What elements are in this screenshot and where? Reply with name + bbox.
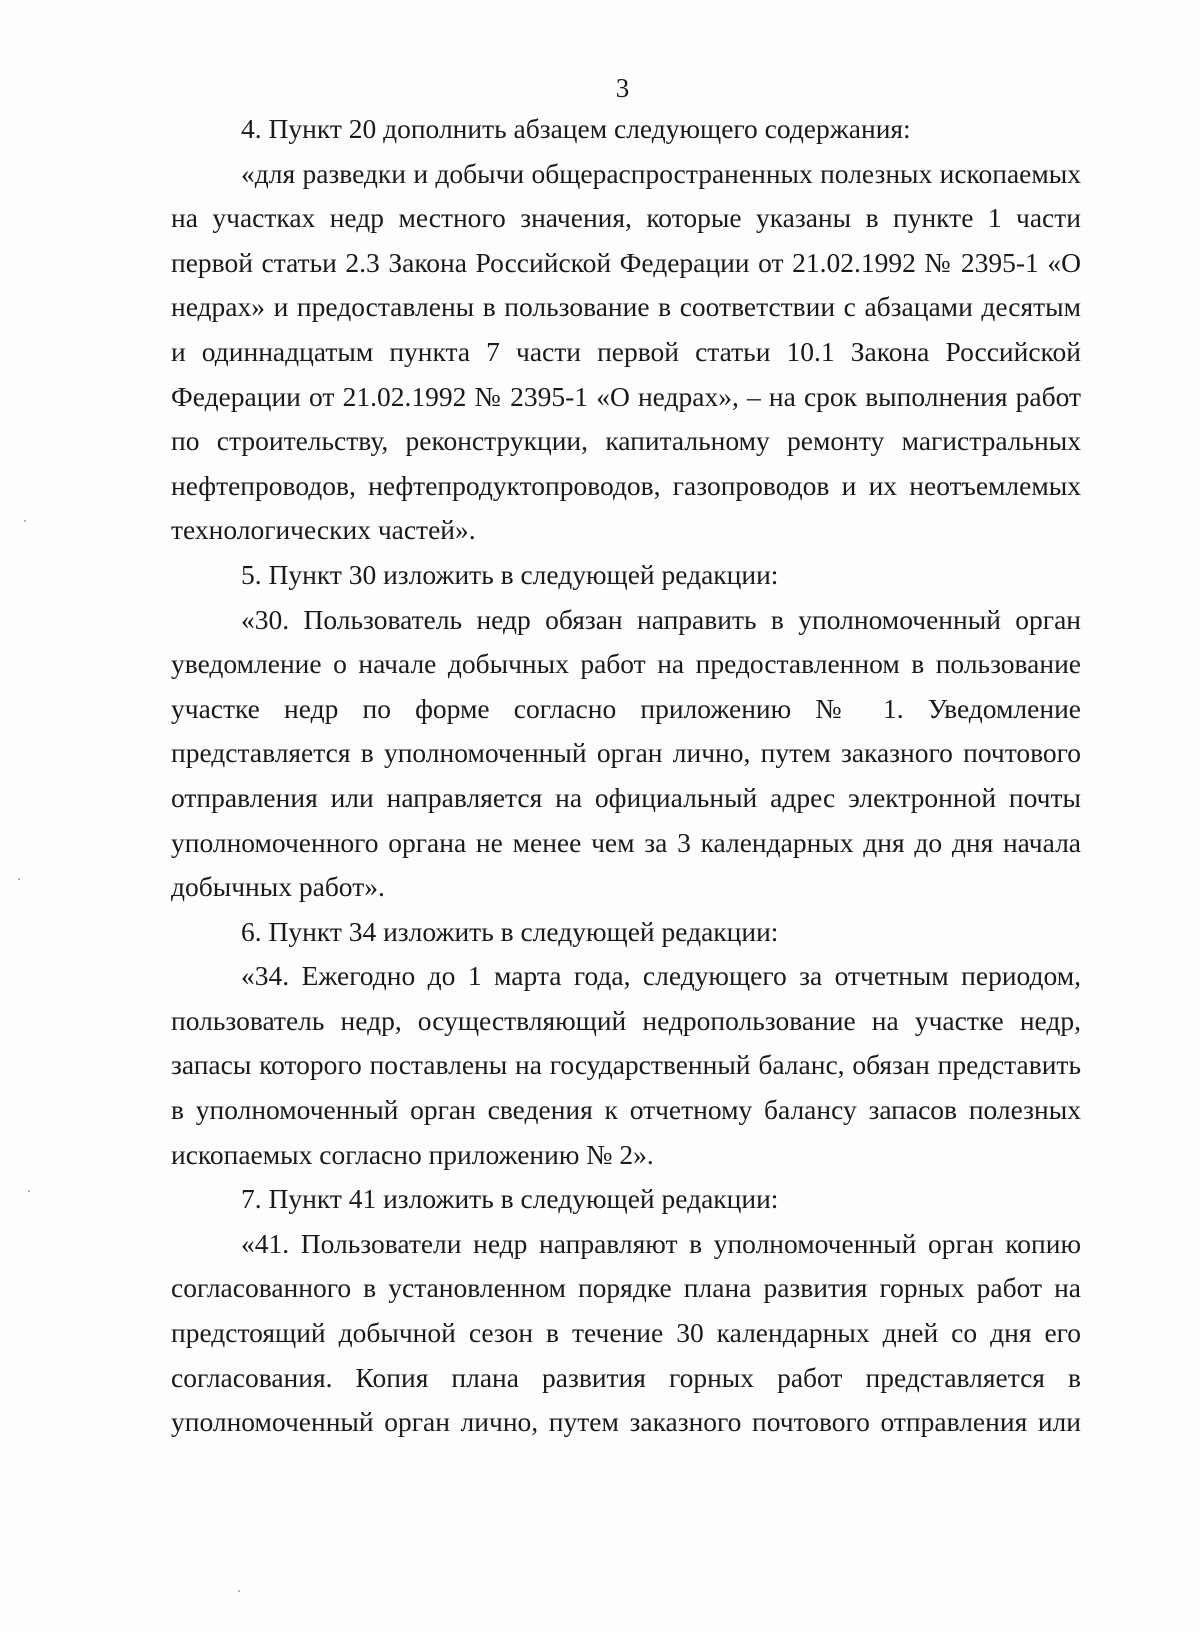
paragraph-item-5-text: «30. Пользователь недр обязан направить в уполномоченный орган уведомление о начале добычных работ на предоставленном в пользование участке недр по форме согласно приложению № 1. Уведомление представляется в уполномоченный орган лично, путем заказного почтового отправления или направляется на официальный адрес электронной почты уполномоченного органа не менее чем за 3 календарных дня до дня начала добычных работ». (171, 603, 1081, 903)
page-number: 3 (615, 73, 630, 103)
scan-speck (238, 1590, 240, 1592)
paragraph-item-4-heading: 4. Пункт 20 дополнить абзацем следующего содержания: (241, 113, 911, 144)
paragraph-item-4-text: «для разведки и добычи общераспространенных полезных ископаемых на участках недр местного значения, которые указаны в пункте 1 части первой статьи 2.3 Закона Российской Федерации от 21.02.1992 № 2395-1 «О недрах» и предоставлены в пользование в соответствии с абзацами десятым и одиннадцатым пункта 7 части первой статьи 10.1 Закона Российской Федерации от 21.02.1992 № 2395-1 «О недрах», – на срок выполнения работ по строительству, реконструкции, капитальному ремонту магистральных нефтепроводов, нефтепродуктопроводов, газопроводов и их неотъемлемых технологических частей». (171, 157, 1081, 546)
paragraph-item-7-heading: 7. Пункт 41 изложить в следующей редакции: (241, 1183, 779, 1215)
paragraph-item-6-heading: 6. Пункт 34 изложить в следующей редакции: (241, 915, 779, 947)
scan-speck (18, 878, 20, 880)
scan-speck (24, 520, 26, 522)
paragraph-item-6-text: «34. Ежегодно до 1 марта года, следующего за отчетным периодом, пользователь недр, осуществляющий недропользование на участке недр, запасы которого поставлены на государственный баланс, обязан представить в уполномоченный орган сведения к отчетному балансу запасов полезных ископаемых согласно приложению № 2». (171, 960, 1081, 1170)
scan-speck (28, 1190, 30, 1192)
paragraph-item-7-text: «41. Пользователи недр направляют в уполномоченный орган копию согласованного в установленном порядке плана развития горных работ на предстоящий добычной сезон в течение 30 календарных дней со дня его согласования. Копия плана развития горных работ представляется в уполномоченный орган лично, путем заказного почтового отправления или (171, 1227, 1081, 1438)
paragraph-item-5-heading: 5. Пункт 30 изложить в следующей редакции: (241, 558, 779, 590)
document-body (171, 107, 1081, 1445)
